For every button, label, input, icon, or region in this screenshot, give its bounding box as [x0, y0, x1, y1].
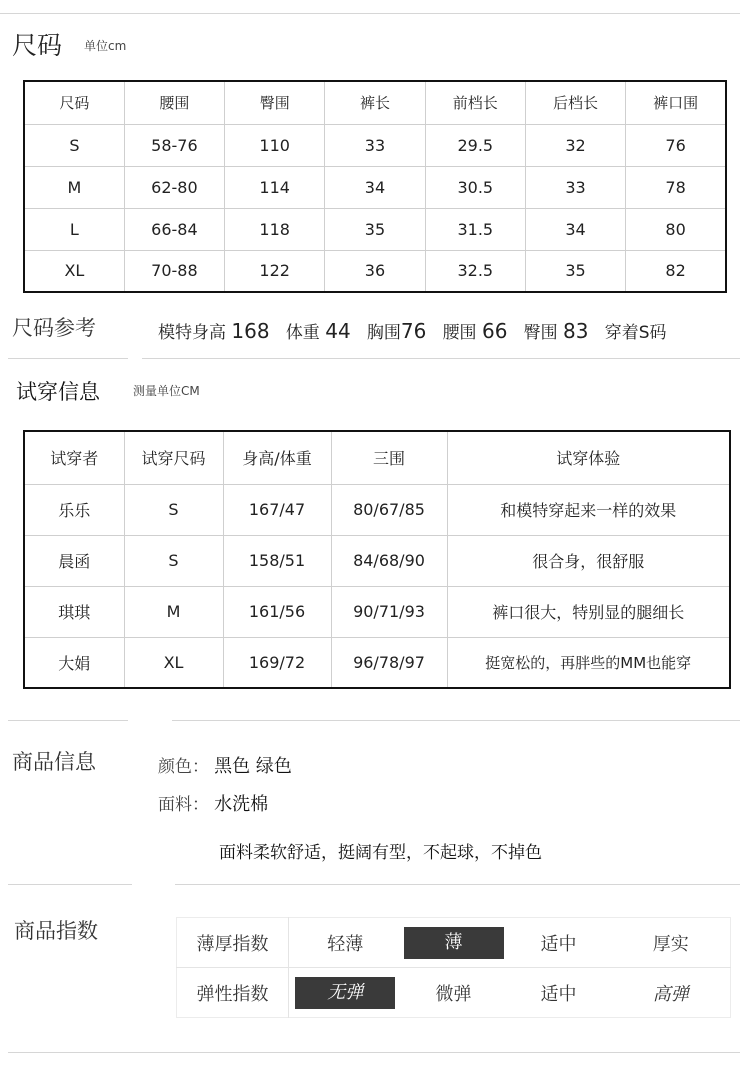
- fabric-description: 面料柔软舒适，挺阔有型，不起球，不掉色: [219, 843, 542, 863]
- table-row: [24, 484, 730, 535]
- size-cell: 32: [525, 124, 625, 166]
- size-cell: XL: [24, 250, 124, 292]
- size-cell: 70-88: [124, 250, 224, 292]
- try-cell: 琪琪: [24, 586, 124, 637]
- size-ref-line: [158, 318, 667, 343]
- divider: [8, 720, 128, 721]
- product-info-title: 商品信息: [12, 750, 96, 774]
- size-cell: 66-84: [124, 208, 224, 250]
- waist-value: 66: [481, 319, 508, 343]
- size-section-title: 尺码: [12, 31, 63, 60]
- try-cell: S: [124, 535, 223, 586]
- hip-value: 83: [563, 319, 589, 343]
- elasticity-option-label: 高弹: [652, 983, 689, 1005]
- size-cell: 76: [626, 124, 726, 166]
- top-divider: [0, 13, 740, 14]
- waist-label: 腰围: [442, 323, 477, 343]
- try-cell: 裤口很大，特别显的腿细长: [447, 586, 730, 637]
- size-ref-title: 尺码参考: [12, 316, 96, 340]
- size-cell: 34: [525, 208, 625, 250]
- divider: [8, 358, 128, 359]
- try-header-cell: 三围: [331, 431, 447, 484]
- table-row: [24, 535, 730, 586]
- table-row: [24, 250, 726, 292]
- product-index-title: 商品指数: [14, 919, 98, 943]
- size-cell: 62-80: [124, 166, 224, 208]
- thickness-option-selected: [402, 918, 506, 968]
- fabric-value: 水洗棉: [214, 794, 269, 815]
- try-cell: 很合身，很舒服: [447, 535, 730, 586]
- try-header-cell: 试穿体验: [447, 431, 730, 484]
- selected-badge: 薄: [404, 927, 504, 959]
- try-section-title: 试穿信息: [16, 380, 100, 404]
- thickness-option: 轻薄: [327, 933, 364, 955]
- size-cell: 118: [225, 208, 325, 250]
- chest-value: 76: [400, 319, 427, 343]
- divider: [142, 358, 740, 359]
- table-row: [24, 637, 730, 688]
- try-cell: 158/51: [223, 535, 331, 586]
- elasticity-option: [612, 968, 731, 1018]
- size-header-cell: 裤口围: [626, 81, 726, 124]
- try-table-header: [24, 431, 730, 484]
- color-row: [158, 752, 292, 778]
- size-cell: 35: [525, 250, 625, 292]
- size-cell: 82: [626, 250, 726, 292]
- model-height-value: 168: [231, 319, 270, 343]
- size-cell: 32.5: [425, 250, 525, 292]
- try-cell: 161/56: [223, 586, 331, 637]
- try-cell: 和模特穿起来一样的效果: [447, 484, 730, 535]
- thickness-label: 薄厚指数: [177, 918, 289, 968]
- size-cell: M: [24, 166, 124, 208]
- size-cell: 58-76: [124, 124, 224, 166]
- try-cell: 90/71/93: [331, 586, 447, 637]
- model-height-label: 模特身高: [158, 323, 226, 343]
- table-row: [24, 208, 726, 250]
- thickness-row: [177, 918, 731, 968]
- size-cell: 33: [525, 166, 625, 208]
- thickness-option: 厚实: [652, 933, 689, 955]
- size-header-cell: 前档长: [425, 81, 525, 124]
- color-label: 颜色：: [158, 757, 209, 777]
- size-cell: S: [24, 124, 124, 166]
- wear-size: 穿着S码: [604, 323, 667, 343]
- divider: [175, 884, 740, 885]
- size-table: [23, 80, 727, 293]
- table-row: [24, 124, 726, 166]
- elasticity-option-selected: [289, 968, 402, 1018]
- try-cell: 96/78/97: [331, 637, 447, 688]
- divider: [172, 720, 740, 721]
- table-row: [24, 166, 726, 208]
- size-header-cell: 后档长: [525, 81, 625, 124]
- weight-value: 44: [325, 319, 351, 343]
- try-cell: 晨函: [24, 535, 124, 586]
- try-table: [23, 430, 731, 689]
- bottom-divider: [8, 1052, 740, 1053]
- size-cell: 36: [325, 250, 425, 292]
- try-cell: 80/67/85: [331, 484, 447, 535]
- try-cell: 挺宽松的，再胖些的MM也能穿: [447, 637, 730, 688]
- divider: [8, 884, 132, 885]
- size-header-cell: 尺码: [24, 81, 124, 124]
- size-cell: 34: [325, 166, 425, 208]
- try-cell: 84/68/90: [331, 535, 447, 586]
- weight-label: 体重: [285, 323, 320, 343]
- size-cell: 31.5: [425, 208, 525, 250]
- elasticity-row: [177, 968, 731, 1018]
- elasticity-option: 适中: [506, 968, 612, 1018]
- try-cell: S: [124, 484, 223, 535]
- try-cell: 169/72: [223, 637, 331, 688]
- size-cell: 114: [225, 166, 325, 208]
- size-cell: L: [24, 208, 124, 250]
- selected-badge: 无弹: [295, 977, 395, 1009]
- hip-label: 臀围: [523, 323, 558, 343]
- thickness-option: 适中: [540, 933, 577, 955]
- size-unit: 单位cm: [84, 39, 127, 53]
- table-row: [24, 586, 730, 637]
- try-cell: 大娟: [24, 637, 124, 688]
- elasticity-label: 弹性指数: [177, 968, 289, 1018]
- try-cell: M: [124, 586, 223, 637]
- size-cell: 30.5: [425, 166, 525, 208]
- size-cell: 110: [225, 124, 325, 166]
- try-header-cell: 试穿者: [24, 431, 124, 484]
- try-unit: 测量单位CM: [133, 384, 200, 398]
- size-header-cell: 腰围: [124, 81, 224, 124]
- fabric-row: [158, 790, 268, 816]
- size-table-header: [24, 81, 726, 124]
- size-cell: 78: [626, 166, 726, 208]
- index-table: [176, 917, 731, 1018]
- fabric-label: 面料：: [158, 795, 209, 815]
- color-value: 黑色 绿色: [214, 756, 292, 777]
- try-header-cell: 身高/体重: [223, 431, 331, 484]
- size-cell: 29.5: [425, 124, 525, 166]
- try-header-cell: 试穿尺码: [124, 431, 223, 484]
- size-cell: 33: [325, 124, 425, 166]
- try-cell: XL: [124, 637, 223, 688]
- try-cell: 乐乐: [24, 484, 124, 535]
- size-cell: 35: [325, 208, 425, 250]
- size-cell: 122: [225, 250, 325, 292]
- try-cell: 167/47: [223, 484, 331, 535]
- chest-label: 胸围: [366, 323, 401, 343]
- elasticity-option: 微弹: [402, 968, 506, 1018]
- size-header-cell: 裤长: [325, 81, 425, 124]
- size-cell: 80: [626, 208, 726, 250]
- size-header-cell: 臀围: [225, 81, 325, 124]
